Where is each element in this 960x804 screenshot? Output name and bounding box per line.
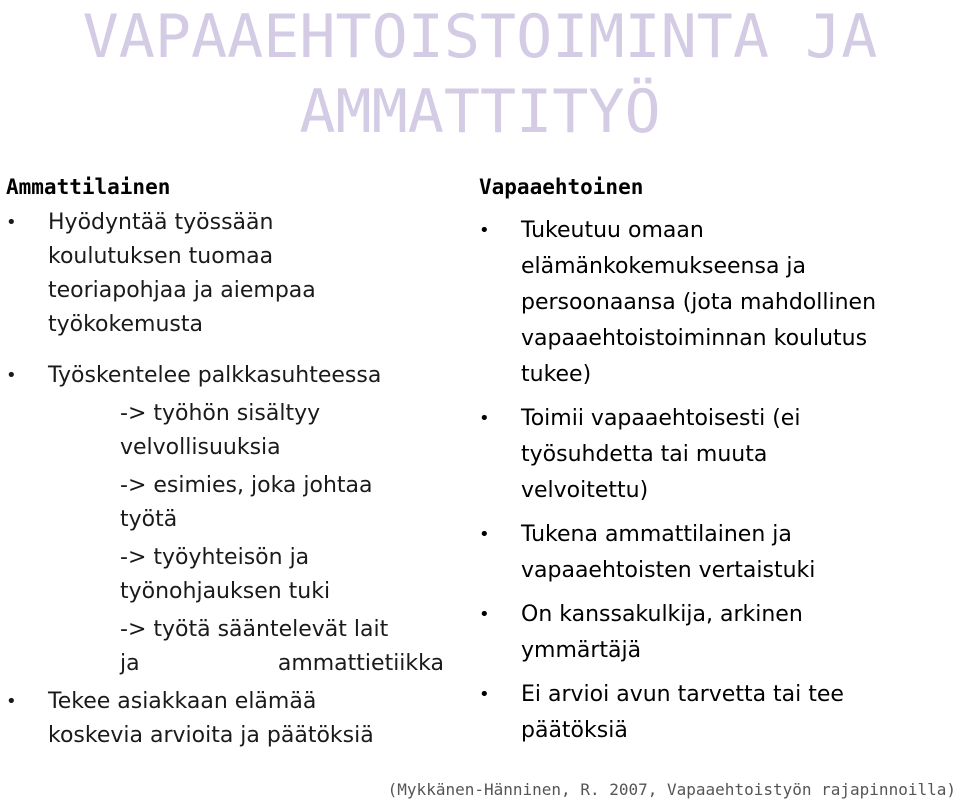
sub-item-line: -> työtä sääntelevät lait [120,617,389,642]
list-item-line: Ei arvioi avun tarvetta tai tee [521,682,844,707]
list-item-line: Tukeutuu omaan [521,218,704,243]
list-item-line: On kanssakulkija, arkinen [521,602,803,627]
list-item-line: elämänkokemukseensa ja [521,254,807,279]
list-item-line: Hyödyntää työssään [48,210,274,235]
list-item-line: vapaaehtoisten vertaistuki [521,558,816,583]
list-item-line: koulutuksen tuomaa [48,244,274,269]
sub-item [6,613,466,681]
sub-item-line: työtä [120,507,178,532]
list-item [479,677,957,749]
list-item-line: työkokemusta [48,312,203,337]
list-item [479,517,957,589]
bullet-icon: • [6,212,17,233]
list-item-line: Työskentelee palkkasuhteessa [48,363,382,388]
list-item [479,401,957,509]
slide-title [0,0,960,150]
bullet-icon: • [479,684,490,705]
list-item [6,206,466,342]
bullet-icon: • [6,691,17,712]
sub-item-word: ja [120,651,140,676]
sub-item-line: -> työyhteisön ja [120,545,310,570]
list-item-line: persoonaansa (jota mahdollinen [521,290,877,315]
sub-item-word: ammattietiikka [277,651,444,676]
professional-list-continued [6,685,466,753]
list-item [6,685,466,753]
title-line-2: AMMATTITYÖ [299,77,661,147]
sub-item [6,469,466,537]
bullet-icon: • [479,604,490,625]
bullet-icon: • [6,365,17,386]
employment-details-list [6,397,466,681]
list-item-line: koskevia arvioita ja päätöksiä [48,723,374,748]
title-line-1: VAPAAEHTOISTOIMINTA JA [82,2,878,72]
list-item-line: ymmärtäjä [521,638,642,663]
sub-item-line: työnohjauksen tuki [120,579,331,604]
volunteer-column [479,172,957,757]
list-item [479,213,957,393]
sub-item-line: -> esimies, joka johtaa [120,473,373,498]
list-item-line: Toimii vapaaehtoisesti (ei [521,406,801,431]
list-item-line: työsuhdetta tai muuta [521,442,768,467]
professional-list [6,206,466,393]
professional-column [6,172,466,753]
bullet-icon: • [479,524,490,545]
list-item [479,597,957,669]
list-item-line: tukee) [521,362,592,387]
bullet-icon: • [479,408,490,429]
list-item-line: päätöksiä [521,718,628,743]
list-item-line: teoriapohjaa ja aiempaa [48,278,316,303]
list-item-line: velvoitettu) [521,478,649,503]
professional-heading: Ammattilainen [6,175,171,199]
sub-item [6,541,466,609]
bullet-icon: • [479,220,490,241]
sub-item-line: velvollisuuksia [120,435,281,460]
sub-item-line: -> työhön sisältyy [120,401,321,426]
source-citation: (Mykkänen-Hänninen, R. 2007, Vapaaehtoistyön rajapinnoilla) [387,780,956,799]
sub-item [6,397,466,465]
list-item-line: vapaaehtoistoiminnan koulutus [521,326,868,351]
sub-item-line [120,647,444,681]
list-item-line: Tukena ammattilainen ja [521,522,792,547]
volunteer-heading: Vapaaehtoinen [479,175,644,199]
volunteer-list [479,213,957,749]
list-item [6,359,466,393]
list-item-line: Tekee asiakkaan elämää [48,689,317,714]
